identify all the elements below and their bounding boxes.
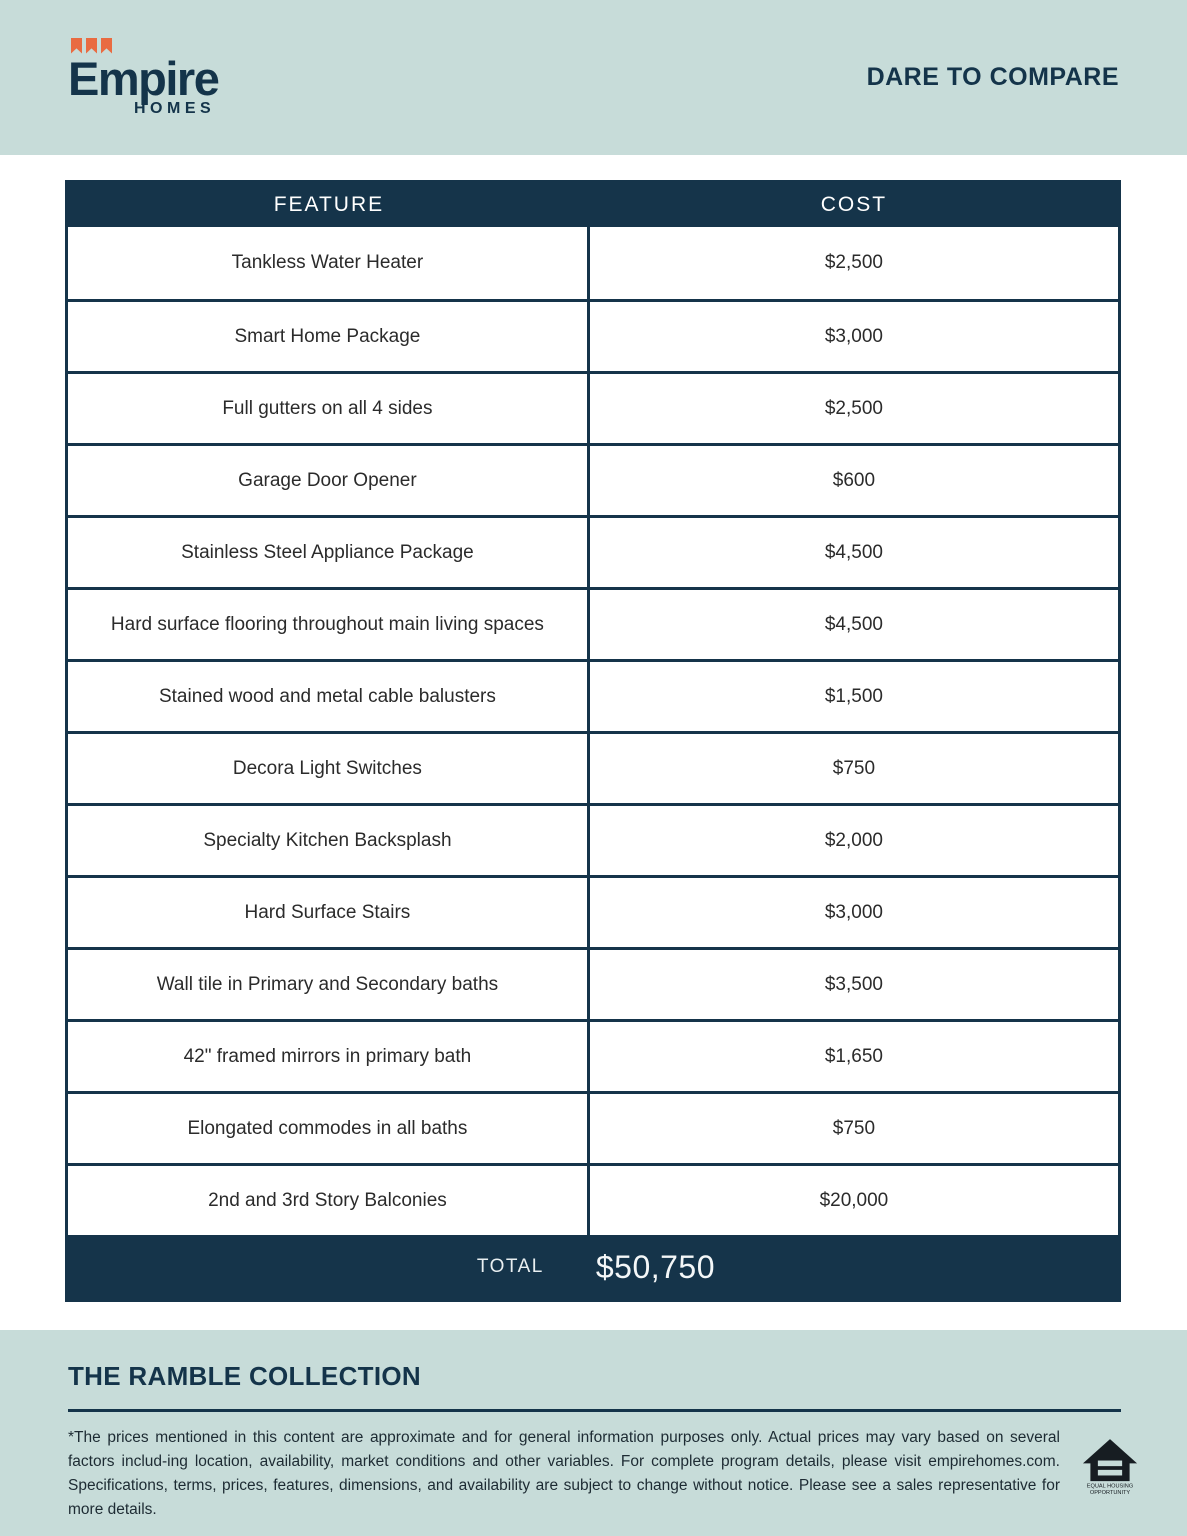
table-row — [68, 1163, 1118, 1235]
cost-cell: $1,500 — [824, 685, 883, 707]
table-row — [68, 803, 1118, 875]
cost-cell: $600 — [832, 469, 876, 491]
feature-cell: Tankless Water Heater — [68, 227, 590, 299]
feature-column-header: FEATURE — [273, 193, 385, 216]
cost-cell: $3,000 — [824, 901, 883, 923]
empire-homes-logo — [68, 38, 218, 118]
cost-cell: $2,500 — [824, 397, 883, 419]
feature-cell: Smart Home Package — [68, 302, 590, 371]
equal-housing-opportunity-icon — [1082, 1438, 1138, 1498]
cost-cell: $3,000 — [824, 325, 883, 347]
table-header-row — [68, 183, 1118, 227]
table-row — [68, 299, 1118, 371]
feature-cell: Full gutters on all 4 sides — [68, 374, 590, 443]
feature-cell: Elongated commodes in all baths — [68, 1094, 590, 1163]
feature-cell: Hard surface flooring throughout main living spaces — [68, 590, 590, 659]
equal-housing-text-line1: EQUAL HOUSING — [1086, 1483, 1134, 1490]
table-row — [68, 875, 1118, 947]
cost-cell: $4,500 — [824, 541, 883, 563]
comparison-table — [65, 180, 1121, 1302]
feature-cell: 2nd and 3rd Story Balconies — [68, 1166, 590, 1235]
logo-wordmark: Empire — [68, 51, 219, 105]
total-value: $50,750 — [595, 1248, 716, 1285]
table-row — [68, 947, 1118, 1019]
table-row — [68, 371, 1118, 443]
feature-cell: Hard Surface Stairs — [68, 878, 590, 947]
cost-cell: $750 — [832, 757, 876, 779]
dare-to-compare-tagline: DARE TO COMPARE — [866, 63, 1119, 91]
table-row — [68, 659, 1118, 731]
cost-column-header: COST — [820, 193, 888, 216]
cost-cell: $4,500 — [824, 613, 883, 635]
cost-cell: $750 — [832, 1117, 876, 1139]
table-row — [68, 515, 1118, 587]
equal-housing-text-line2: OPPORTUNITY — [1089, 1490, 1131, 1497]
cost-cell: $2,000 — [824, 829, 883, 851]
table-row — [68, 1091, 1118, 1163]
feature-cell: Decora Light Switches — [68, 734, 590, 803]
table-total-row — [68, 1235, 1118, 1299]
feature-cell: Garage Door Opener — [68, 446, 590, 515]
collection-title: THE RAMBLE COLLECTION — [68, 1361, 421, 1391]
feature-cell: Stainless Steel Appliance Package — [68, 518, 590, 587]
footer-banner — [0, 1330, 1187, 1536]
disclaimer-text: *The prices mentioned in this content are approximate and for general information purposes only. Actual prices may vary based on several factors includ-ing location, availability, market conditions and other variables. For complete program details, please visit empirehomes.com. Specifications, terms, prices, features, dimensions, and availability are subject to change without notice. Please see a sales representative for more details. — [68, 1429, 1060, 1519]
logo-subtitle: HOMES — [134, 99, 216, 117]
feature-cell: 42" framed mirrors in primary bath — [68, 1022, 590, 1091]
table-row — [68, 227, 1118, 299]
cost-cell: $20,000 — [819, 1189, 889, 1211]
cost-cell: $3,500 — [824, 973, 883, 995]
table-row — [68, 731, 1118, 803]
feature-cell: Specialty Kitchen Backsplash — [68, 806, 590, 875]
footer-divider — [68, 1409, 1121, 1412]
table-row — [68, 587, 1118, 659]
feature-cell: Wall tile in Primary and Secondary baths — [68, 950, 590, 1019]
cost-cell: $2,500 — [824, 252, 883, 273]
table-row — [68, 443, 1118, 515]
total-label: TOTAL — [476, 1256, 544, 1277]
top-banner — [0, 0, 1187, 155]
cost-cell: $1,650 — [824, 1045, 883, 1067]
feature-cell: Stained wood and metal cable balusters — [68, 662, 590, 731]
table-row — [68, 1019, 1118, 1091]
